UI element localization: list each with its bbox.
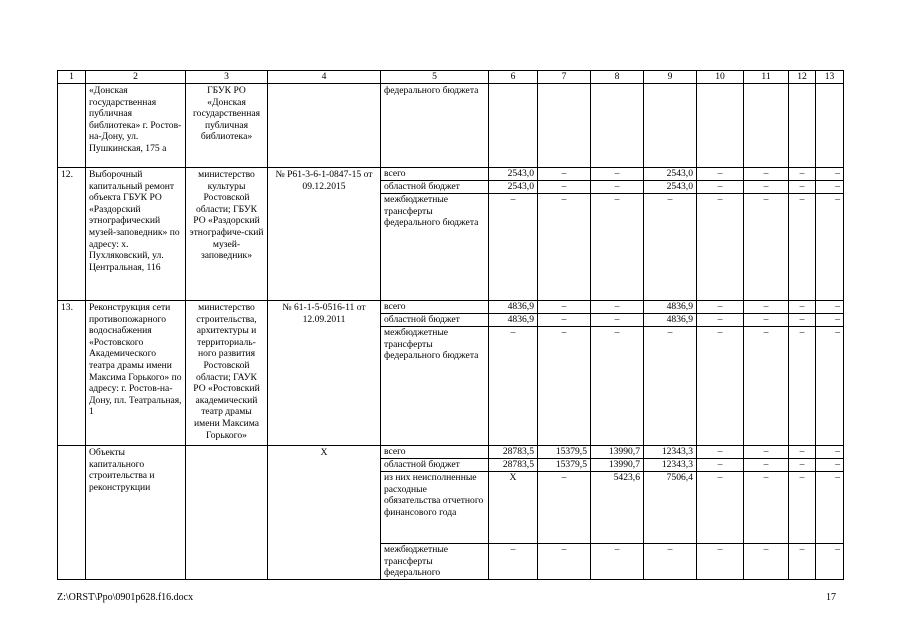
document-ref: № 61-1-5-0516-11 от 12.09.2011 <box>268 301 381 446</box>
col-header: 8 <box>591 71 644 84</box>
value-cell: – <box>835 544 840 555</box>
row-number: 13. <box>58 301 86 446</box>
col-header: 6 <box>489 71 538 84</box>
value-cell: – <box>816 472 843 544</box>
value-cell: – <box>561 327 567 338</box>
value-cell: – <box>835 194 840 205</box>
budget-table <box>57 70 844 580</box>
value-cell: – <box>510 194 516 205</box>
value-cell: – <box>744 168 788 181</box>
customer-name: министерство культуры Ростовской области; ГБУК РО «Раздорский этнографиче-ский музей-заповедник» <box>186 168 268 301</box>
col-header: 7 <box>538 71 591 84</box>
value-cell: – <box>667 194 673 205</box>
value-cell: 2543,0 <box>644 168 696 181</box>
value-cell: – <box>763 544 769 555</box>
value-cell: – <box>816 168 843 181</box>
value-cell: – <box>697 472 743 544</box>
value-cell: Х <box>489 472 537 544</box>
value-cell: – <box>697 446 743 459</box>
value-cell: – <box>789 446 815 459</box>
value-cell: – <box>510 544 516 555</box>
value-cell: – <box>697 301 743 314</box>
value-cell: 12343,3 <box>644 446 696 459</box>
value-cell: – <box>717 194 723 205</box>
value-cell: – <box>538 472 590 544</box>
col-header: 4 <box>268 71 381 84</box>
value-cell: 4836,9 <box>489 301 537 314</box>
funding-source: областной бюджет <box>381 314 488 327</box>
value-cell: 4836,9 <box>644 314 696 327</box>
value-cell: – <box>789 472 815 544</box>
document-ref: № Р61-3-6-1-0847-15 от 09.12.2015 <box>268 168 381 301</box>
file-path: Z:\ORST\Ppo\0901p628.f16.docx <box>57 592 194 603</box>
customer-name: ГБУК РО «Донская государственная публичная библиотека» <box>186 84 268 168</box>
value-cell: 12343,3 <box>644 459 696 472</box>
col-header: 12 <box>789 71 816 84</box>
object-name: Объекты капитального строительства и реконструкции <box>86 446 186 580</box>
value-cell: – <box>789 168 815 181</box>
value-cell: – <box>799 327 805 338</box>
value-cell: – <box>816 459 843 472</box>
value-cell: 15379,5 <box>538 446 590 459</box>
value-cell: – <box>789 314 815 327</box>
value-cell: – <box>763 194 769 205</box>
value-cell: – <box>591 314 643 327</box>
column-number-row <box>58 71 844 84</box>
value-cell: – <box>744 446 788 459</box>
value-cell: – <box>816 301 843 314</box>
col-header: 2 <box>86 71 186 84</box>
value-cell: – <box>697 181 743 194</box>
value-cell: 2543,0 <box>644 181 696 194</box>
funding-sources <box>381 301 489 446</box>
page-number: 17 <box>826 592 836 603</box>
value-cell: – <box>538 301 590 314</box>
col-header: 11 <box>744 71 789 84</box>
value-cell: – <box>667 327 673 338</box>
value-cell: 15379,5 <box>538 459 590 472</box>
value-cell: – <box>763 327 769 338</box>
value-cell: – <box>697 459 743 472</box>
value-cell: – <box>744 181 788 194</box>
value-cell: – <box>789 459 815 472</box>
value-cell: – <box>667 544 673 555</box>
value-cell: – <box>744 472 788 544</box>
funding-source: всего <box>381 446 488 459</box>
funding-source: из них неисполненные расходные обязательства отчетного финансового года <box>381 472 488 544</box>
customer-name: министерство строительства, архитектуры и территориаль-ного развития Ростовской области; ГАУК РО «Ростовский академический театр драмы имени Максима Горького» <box>186 301 268 446</box>
value-cell: – <box>697 168 743 181</box>
value-cell: – <box>789 301 815 314</box>
col-header: 13 <box>816 71 844 84</box>
table-row <box>58 84 844 168</box>
value-cell: – <box>816 181 843 194</box>
col-header: 10 <box>697 71 744 84</box>
object-name: «Донская государственная публичная библиотека» г. Ростов-на-Дону, ул. Пушкинская, 175 а <box>86 84 186 168</box>
table-row <box>58 168 844 301</box>
col-header: 3 <box>186 71 268 84</box>
value-cell: 13990,7 <box>591 446 643 459</box>
table-row <box>58 446 844 580</box>
table-row <box>58 301 844 446</box>
funding-source: всего <box>381 301 488 314</box>
value-cell: – <box>799 194 805 205</box>
value-cell: – <box>744 459 788 472</box>
value-cell: 5423,6 <box>591 472 643 544</box>
value-cell: – <box>538 314 590 327</box>
value-cell: 28783,5 <box>489 446 537 459</box>
funding-source: межбюджетные трансферты федерального бюджета <box>384 327 479 362</box>
value-cell: – <box>538 181 590 194</box>
funding-source: межбюджетные трансферты федерального <box>384 544 449 579</box>
funding-source: областной бюджет <box>381 459 488 472</box>
value-cell: – <box>614 327 620 338</box>
value-cell: – <box>744 314 788 327</box>
value-cell: 4836,9 <box>489 314 537 327</box>
value-cell: – <box>614 194 620 205</box>
row-number: 12. <box>58 168 86 301</box>
funding-sources <box>381 168 489 301</box>
value-cell: – <box>591 301 643 314</box>
value-cell: – <box>591 168 643 181</box>
col-header: 9 <box>644 71 697 84</box>
value-cell: – <box>538 168 590 181</box>
object-name: Выборочный капитальный ремонт объекта ГБУК РО «Раздорский этнографический музей-заповедник» по адресу: х. Пухляковский, ул. Центральная, 116 <box>86 168 186 301</box>
col-header: 1 <box>58 71 86 84</box>
value-cell: – <box>697 314 743 327</box>
value-cell: – <box>717 327 723 338</box>
value-cell: – <box>799 544 805 555</box>
value-cell: 13990,7 <box>591 459 643 472</box>
value-cell: 7506,4 <box>644 472 696 544</box>
funding-source: всего <box>381 168 488 181</box>
value-cell: – <box>614 544 620 555</box>
value-cell: 2543,0 <box>489 168 537 181</box>
value-cell: 4836,9 <box>644 301 696 314</box>
value-cell: – <box>835 327 840 338</box>
value-cell: – <box>561 544 567 555</box>
value-cell: – <box>561 194 567 205</box>
document-ref: Х <box>268 446 381 580</box>
funding-source: межбюджетные трансферты федерального бюджета <box>384 194 479 229</box>
value-cell: – <box>744 301 788 314</box>
value-cell: – <box>816 314 843 327</box>
funding-sources <box>381 446 489 580</box>
funding-source: федерального бюджета <box>381 84 489 168</box>
value-cell: – <box>717 544 723 555</box>
value-cell: 2543,0 <box>489 181 537 194</box>
value-cell: – <box>789 181 815 194</box>
value-cell: 28783,5 <box>489 459 537 472</box>
col-header: 5 <box>381 71 489 84</box>
funding-source: областной бюджет <box>381 181 488 194</box>
value-cell: – <box>591 181 643 194</box>
object-name: Реконструкция сети противопожарного водоснабжения «Ростовского Академического театра драмы имени Максима Горького» по адресу: г. Ростов-на-Дону, пл. Театральная, 1 <box>86 301 186 446</box>
value-cell: – <box>510 327 516 338</box>
value-cell: – <box>816 446 843 459</box>
